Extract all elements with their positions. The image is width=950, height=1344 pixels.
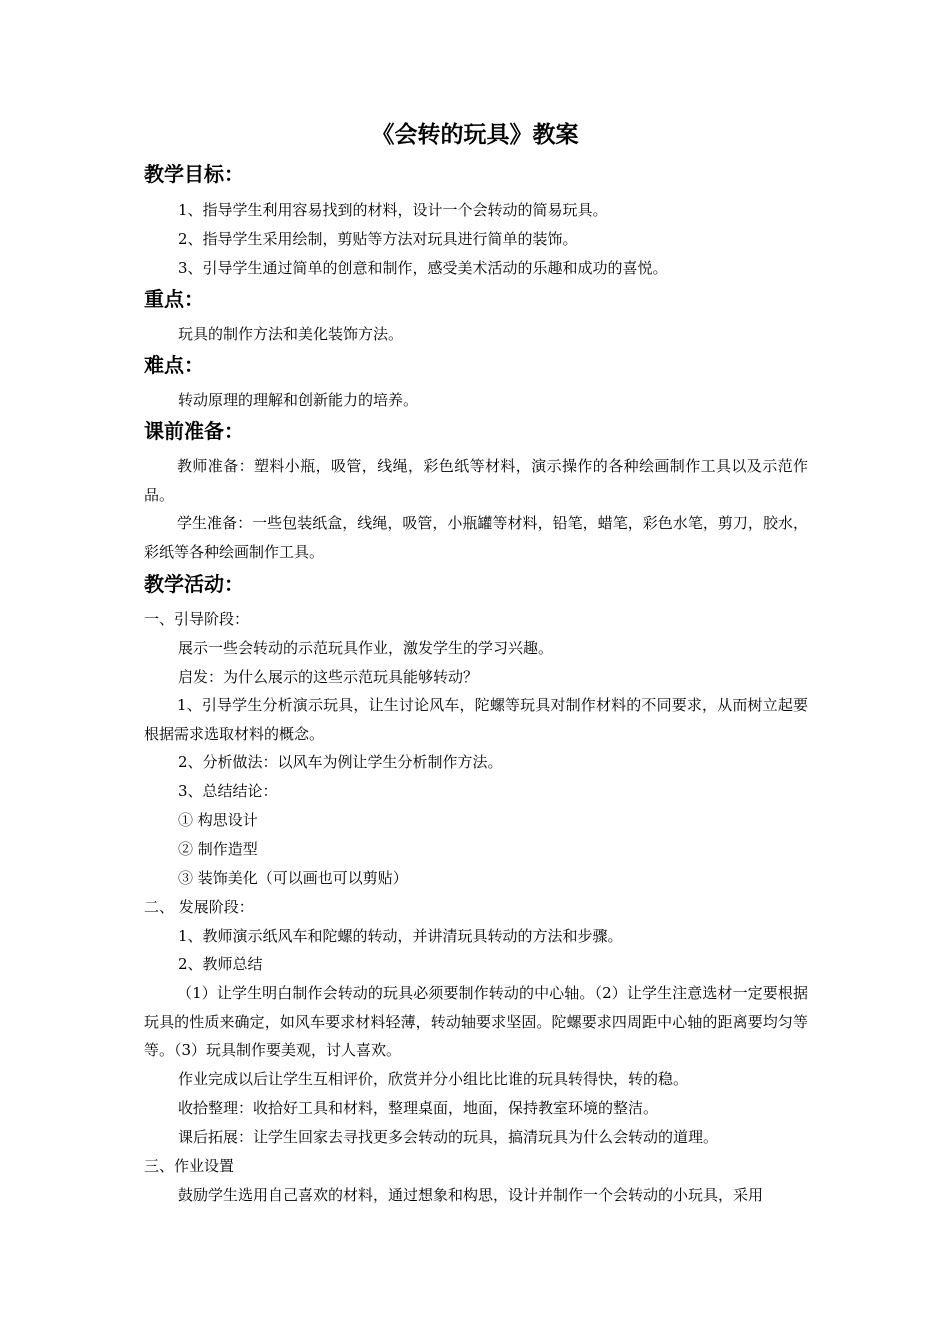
stage1-title: 一、引导阶段： [144,610,250,628]
teacher-preparation: 教师准备：塑料小瓶，吸管，线绳，彩色纸等材料，演示操作的各种绘画制作工具以及示范作品。 [144,457,808,504]
key-point-heading: 重点： [144,287,204,311]
stage1-show: 展示一些会转动的示范玩具作业，激发学生的学习兴趣。 [178,639,554,657]
stage3-text: 鼓励学生选用自己喜欢的材料，通过想象和构思，设计并制作一个会转动的小玩具，采用 [178,1186,764,1204]
stage1-inspire: 启发：为什么展示的这些示范玩具能够转动？ [178,668,479,686]
objective-item: 3、引导学生通过简单的创意和制作，感受美术活动的乐趣和成功的喜悦。 [178,259,668,277]
key-point-text: 玩具的制作方法和美化装饰方法。 [178,325,404,343]
stage1-step: ① 构思设计 [178,811,258,829]
stage2-title: 二、 发展阶段： [144,898,254,916]
stage2-p1: 1、教师演示纸风车和陀螺的转动，并讲清玩具转动的方法和步骤。 [178,927,623,945]
objective-item: 2、指导学生采用绘制，剪贴等方法对玩具进行简单的装饰。 [178,230,578,248]
stage1-p2: 2、分析做法：以风车为例让学生分析制作方法。 [178,753,503,771]
objectives-heading: 教学目标： [144,162,244,186]
stage3-title: 三、作业设置 [144,1157,235,1175]
student-preparation: 学生准备：一些包装纸盒，线绳，吸管，小瓶罐等材料，铅笔，蜡笔，彩色水笔，剪刀，胶水，彩纸等各种绘画制作工具。 [144,514,808,561]
stage2-p2: 2、教师总结 [178,955,263,973]
stage2-summary: （1）让学生明白制作会转动的玩具必须要制作转动的中心轴。（2）让学生注意选材一定要根据玩具的性质来确定，如风车要求材料轻薄，转动轴要求坚固。陀螺要求四周距中心轴的距离要均匀等等。（3）玩具制作要美观，讨人喜欢。 [144,984,808,1060]
objective-item: 1、指导学生利用容易找到的材料，设计一个会转动的简易玩具。 [178,201,608,219]
difficulty-heading: 难点： [144,353,204,377]
stage1-step: ② 制作造型 [178,840,258,858]
stage2-evaluate: 作业完成以后让学生互相评价，欣赏并分小组比比谁的玩具转得快，转的稳。 [178,1070,689,1088]
stage1-p1: 1、引导学生分析演示玩具，让生讨论风车，陀螺等玩具对制作材料的不同要求，从而树立起要根据需求选取材料的概念。 [144,696,808,743]
difficulty-text: 转动原理的理解和创新能力的培养。 [178,391,419,409]
stage1-p3: 3、总结结论： [178,782,278,800]
stage2-extend: 课后拓展：让学生回家去寻找更多会转动的玩具，搞清玩具为什么会转动的道理。 [178,1128,719,1146]
preparation-heading: 课前准备： [144,419,244,443]
page-title: 《会转的玩具》教案 [371,122,579,148]
stage2-tidy: 收拾整理：收拾好工具和材料，整理桌面，地面，保持教室环境的整洁。 [178,1099,659,1117]
activities-heading: 教学活动： [144,572,244,596]
stage1-step: ③ 装饰美化（可以画也可以剪贴） [178,869,408,887]
